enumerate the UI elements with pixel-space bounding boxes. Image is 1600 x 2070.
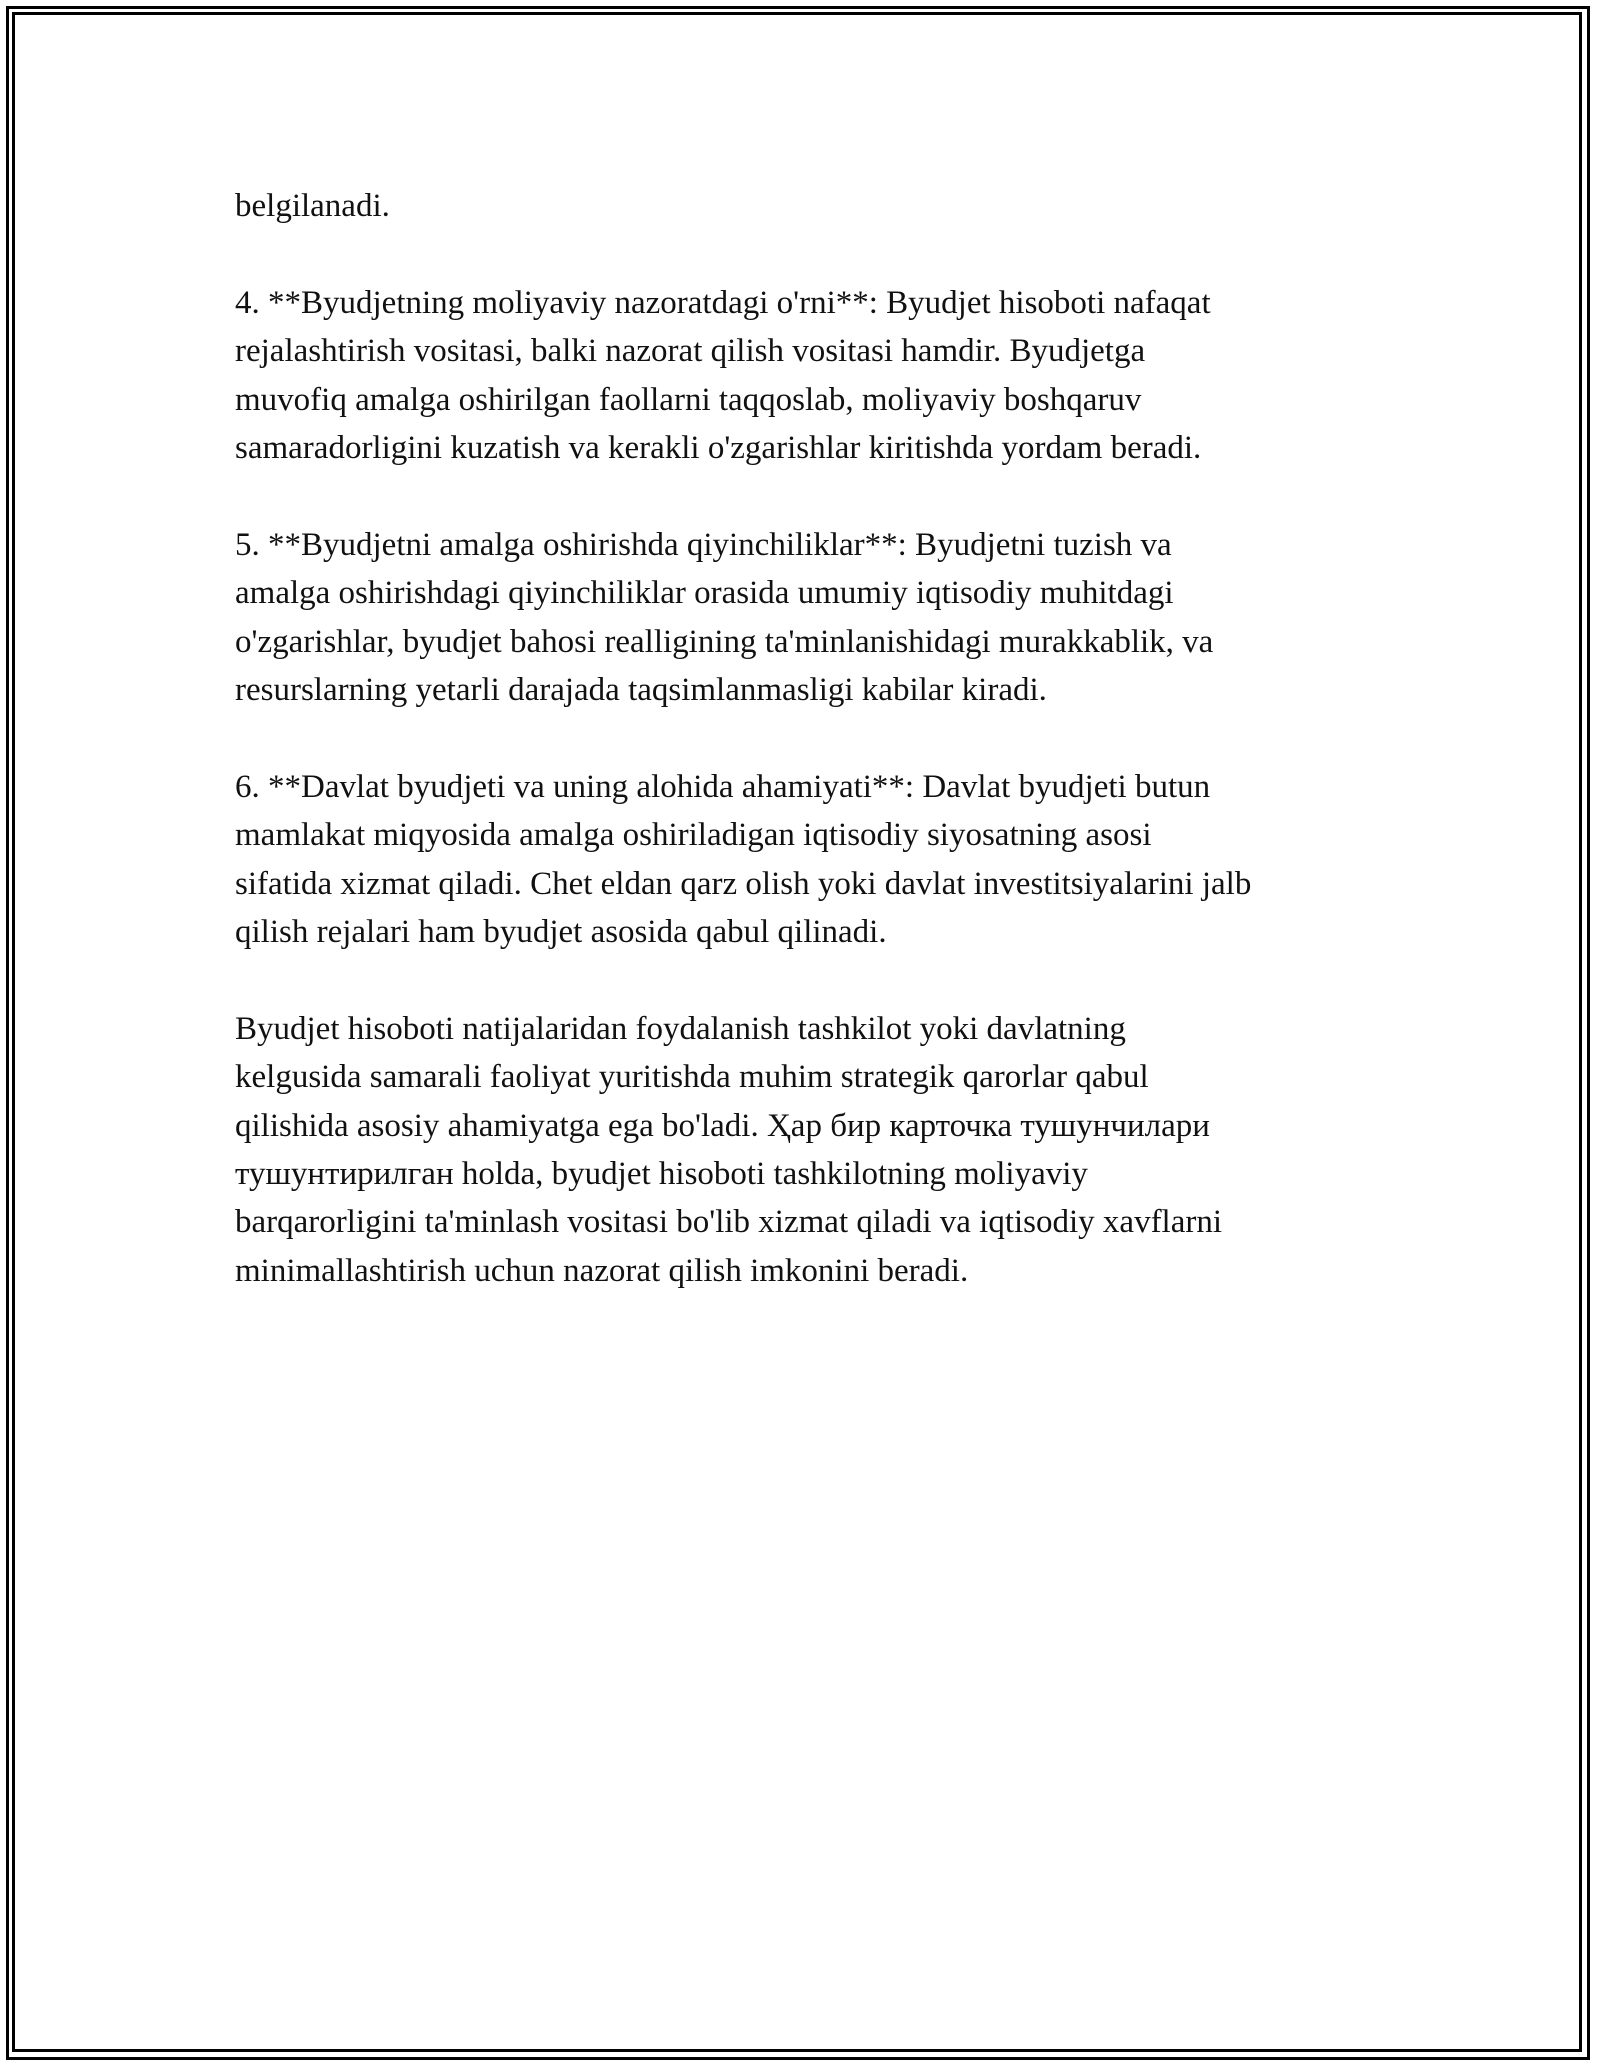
paragraph-item-6: 6. **Davlat byudjeti va uning alohida ahamiyati**: Davlat byudjeti butun mamlakat miqyosida amalga oshiriladigan iqtisodiy siyosatning asosi sifatida xizmat qiladi. Chet eldan qarz olish yoki davlat investitsiyalarini jalb qilish rejalari ham byudjet asosida qabul qilinadi.	[235, 768, 1252, 951]
paragraph-item-4: 4. **Byudjetning moliyaviy nazoratdagi o'rni**: Byudjet hisoboti nafaqat rejalashtirish vositasi, balki nazorat qilish vositasi hamdir. Byudjetga muvofiq amalga oshirilgan faollarni taqqoslab, moliyaviy boshqaruv samaradorligini kuzatish va kerakli o'zgarishlar kiritishda yordam beradi.	[235, 284, 1211, 467]
paragraph-item-5: 5. **Byudjetni amalga oshirishda qiyinchiliklar**: Byudjetni tuzish va amalga oshirishdagi qiyinchiliklar orasida umumiy iqtisodiy muhitdagi o'zgarishlar, byudjet bahosi realligining ta'minlanishidagi murakkablik, va resurslarning yetarli darajada taqsimlanmasligi kabilar kiradi.	[235, 526, 1214, 709]
document-body	[235, 182, 1375, 1344]
paragraph-continuation: belgilanadi.	[235, 188, 390, 224]
paragraph-conclusion: Byudjet hisoboti natijalaridan foydalanish tashkilot yoki davlatning kelgusida samarali faoliyat yuritishda muhim strategik qarorlar qabul qilishida asosiy ahamiyatga ega bo'ladi. Ҳар бир карточка тушунчилари тушунтирилган holda, byudjet hisoboti tashkilotning moliyaviy barqarorligini ta'minlash vositasi bo'lib xizmat qiladi va iqtisodiy xavflarni minimallashtirish uchun nazorat qilish imkonini beradi.	[235, 1010, 1223, 1289]
